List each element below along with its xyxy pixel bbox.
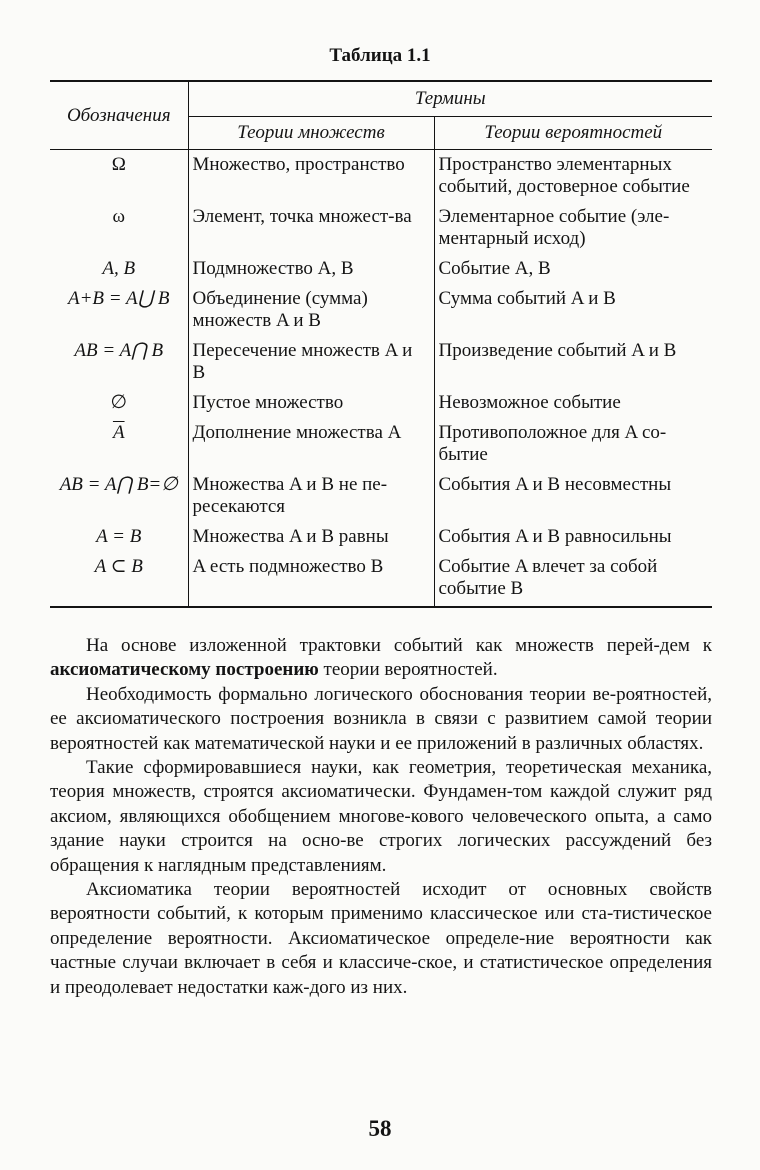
paragraph-text: На основе изложенной трактовки событий как множеств перей-дем к (86, 635, 712, 656)
probability-term-cell: Элементарное событие (эле-ментарный исход) (438, 206, 670, 249)
table-row (50, 254, 712, 284)
probability-term-cell: Произведение событий A и B (438, 340, 677, 361)
set-term-cell: Множество, пространство (188, 150, 434, 203)
set-term-cell: Объединение (сумма) множеств A и B (188, 284, 434, 336)
probability-term-cell: Невозможное событие (438, 392, 621, 413)
probability-term-cell: Событие A влечет за собой событие B (434, 552, 712, 607)
table-row (50, 522, 712, 552)
header-set-theory: Теории множеств (188, 117, 434, 150)
table-row (50, 150, 712, 203)
notation-cell: ∅ (50, 388, 188, 418)
complement-notation: $\overline{A}$ (112, 422, 125, 443)
header-probability-theory: Теории вероятностей (434, 117, 712, 150)
table-row (50, 388, 712, 418)
bold-term: аксиоматическому построению (50, 659, 319, 681)
set-term-cell: Множества A и B равны (188, 522, 434, 552)
paragraph: Аксиоматика теории вероятностей исходит от основных свойств вероятности событий, к которым применимо классическое или ста-тистическое определение вероятности. Аксиоматическое определе-ние вероятности как частные случаи включает в себя и классиче-ское, и статистическое определения и преодолевает недостатки каж-дого из них. (50, 879, 712, 998)
body-text (50, 634, 712, 1000)
paragraph: Необходимость формально логического обоснования теории ве-роятностей, ее аксиоматического построения возникла в связи с развитием самой теории вероятностей как математической науки и ее приложений в различных областях. (50, 683, 712, 754)
probability-term-cell: Пространство элементарных событий, достоверное событие (438, 154, 690, 197)
notation-cell: ω (50, 202, 188, 254)
notation-cell: AB = A⋂ B=∅ (50, 470, 188, 522)
header-notation: Обозначения (50, 81, 188, 150)
set-term-cell: Дополнение множества A (188, 418, 434, 470)
notation-cell: A+B = A⋃ B (50, 284, 188, 336)
probability-term-cell: События A и B равносильны (438, 526, 672, 547)
notation-cell: A ⊂ B (50, 552, 188, 607)
notation-cell: AB = A⋂ B (50, 336, 188, 388)
table-row (50, 202, 712, 254)
probability-term-cell: Противоположное для A со-бытие (438, 422, 667, 465)
table-row (50, 284, 712, 336)
table-row (50, 418, 712, 470)
notation-cell: A, B (50, 254, 188, 284)
notation-cell: Ω (50, 150, 188, 203)
table-row (50, 470, 712, 522)
set-term-cell: Множества A и B не пе-ресекаются (188, 470, 434, 522)
set-term-cell: Пустое множество (188, 388, 434, 418)
page-number: 58 (368, 1116, 392, 1141)
terms-table (50, 80, 712, 608)
table-row (50, 336, 712, 388)
probability-term-cell: Событие A, B (438, 258, 551, 279)
probability-term-cell: События A и B несовместны (438, 474, 672, 495)
paragraph: Такие сформировавшиеся науки, как геометрия, теоретическая механика, теория множеств, строятся аксиоматически. Фундамен-том каждой служит ряд аксиом, являющихся обобщением многове-кового человеческого опыта, а само здание науки строится на осно-ве строгих логических рассуждений без обращения к наглядным представлениям. (50, 757, 712, 876)
set-term-cell: A есть подмножество B (188, 552, 434, 607)
header-terms: Термины (188, 81, 712, 117)
probability-term-cell: Сумма событий A и B (438, 288, 616, 309)
notation-cell: A = B (50, 522, 188, 552)
notation-cell (50, 418, 188, 470)
set-term-cell: Элемент, точка множест-ва (188, 202, 434, 254)
set-term-cell: Пересечение множеств A и B (188, 336, 434, 388)
paragraph-text: теории вероятностей. (318, 659, 498, 681)
table-caption: Таблица 1.1 (329, 45, 431, 66)
paragraph (50, 634, 712, 683)
table-row (50, 552, 712, 607)
set-term-cell: Подмножество A, B (188, 254, 434, 284)
